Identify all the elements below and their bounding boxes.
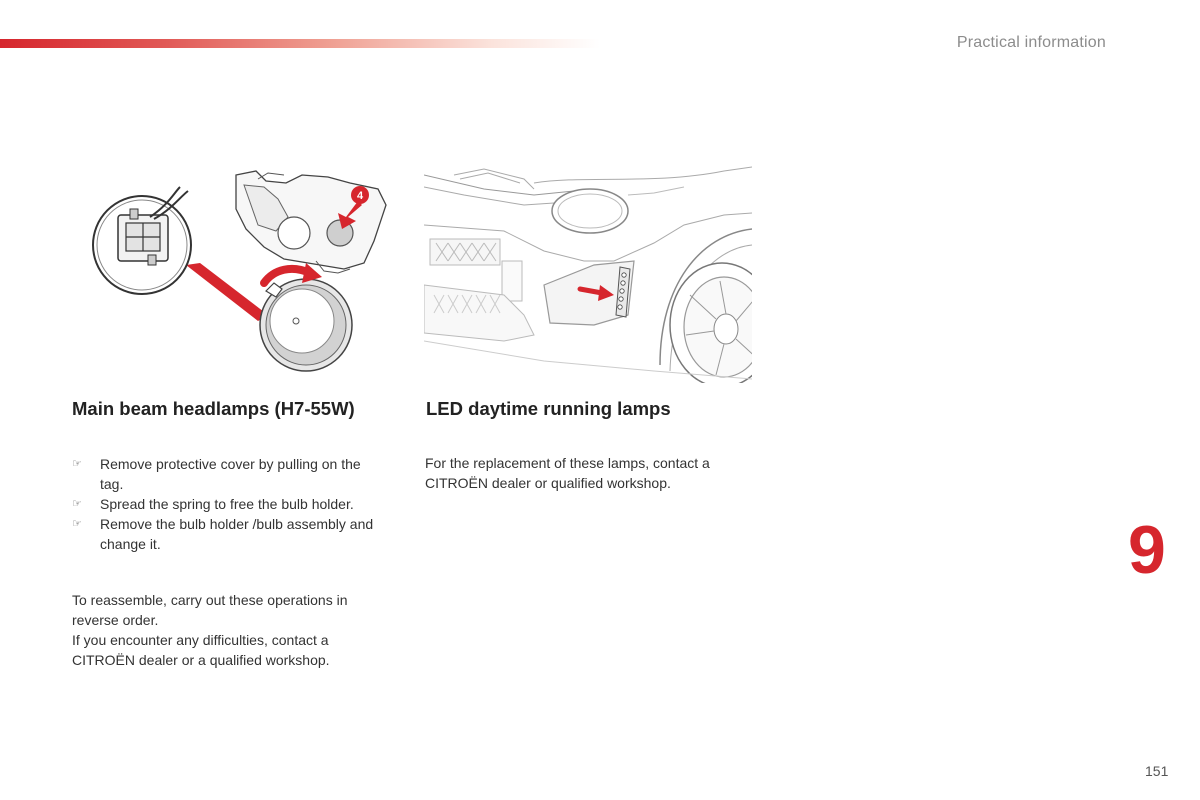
step-text: Spread the spring to free the bulb holder. bbox=[100, 496, 354, 512]
led-heading: LED daytime running lamps bbox=[426, 398, 671, 419]
chapter-number: 9 bbox=[1128, 512, 1166, 588]
callout-number: 4 bbox=[356, 190, 364, 202]
led-lamp-illustration bbox=[424, 165, 752, 383]
pointing-hand-icon: ☞ bbox=[72, 458, 82, 470]
protective-cover-icon bbox=[260, 279, 352, 371]
list-item bbox=[72, 494, 387, 514]
list-item bbox=[72, 514, 387, 554]
wheel-icon bbox=[670, 263, 752, 383]
main-beam-heading: Main beam headlamps (H7-55W) bbox=[72, 398, 355, 419]
header-accent-bar bbox=[0, 39, 600, 48]
pointing-hand-icon: ☞ bbox=[72, 518, 82, 530]
headlamp-unit-icon bbox=[236, 171, 386, 273]
led-paragraph: For the replacement of these lamps, contact a CITROËN dealer or qualified workshop. bbox=[425, 455, 710, 491]
pointing-hand-icon: ☞ bbox=[72, 498, 82, 510]
difficulty-paragraph: If you encounter any difficulties, contact a CITROËN dealer or a qualified workshop. bbox=[72, 632, 330, 668]
main-beam-steps bbox=[72, 454, 387, 554]
bulb-holder-detail-icon bbox=[93, 187, 191, 294]
section-title: Practical information bbox=[956, 34, 1106, 51]
step-text: Remove protective cover by pulling on the tag. bbox=[100, 456, 361, 492]
headlamp-illustration bbox=[88, 165, 398, 383]
list-item bbox=[72, 454, 387, 494]
reassemble-paragraph: To reassemble, carry out these operations in reverse order. bbox=[72, 592, 348, 628]
step-text: Remove the bulb holder /bulb assembly and change it. bbox=[100, 516, 374, 552]
page-number: 151 bbox=[1145, 763, 1169, 779]
